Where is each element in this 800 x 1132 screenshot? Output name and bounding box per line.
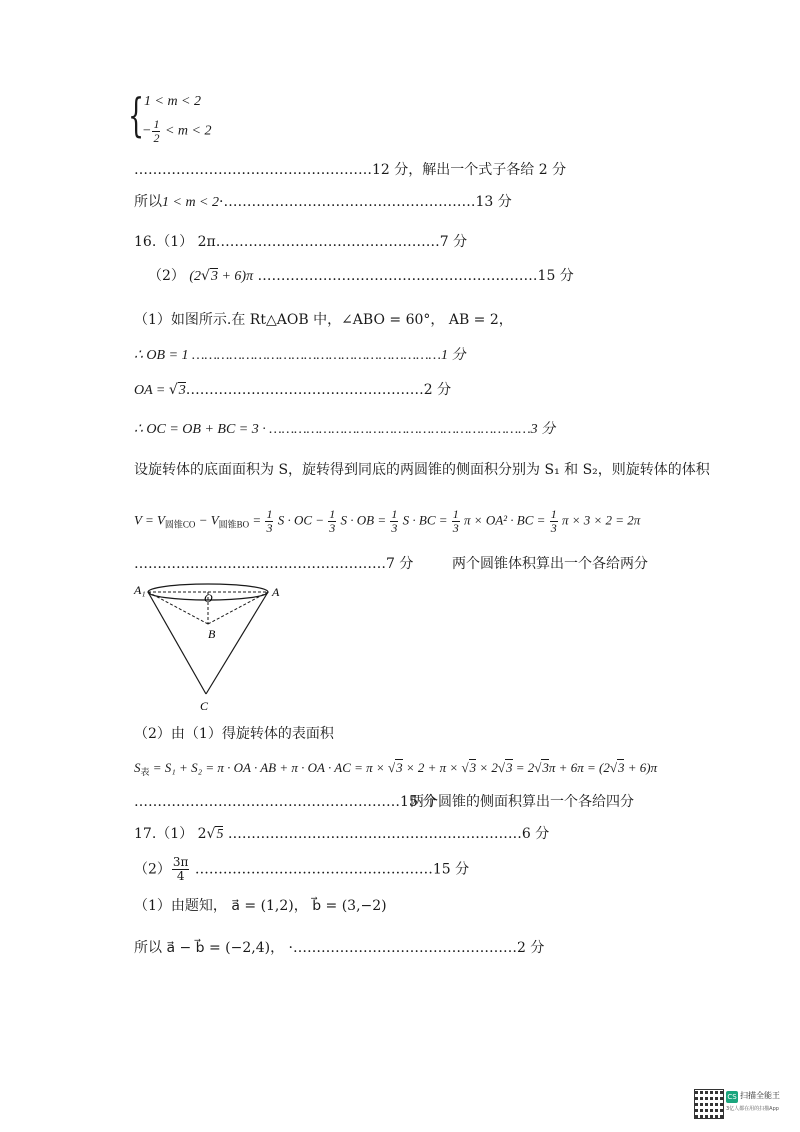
solution-16-2: （2）由（1）得旋转体的表面积 xyxy=(134,726,334,742)
label-a: A xyxy=(272,585,280,599)
inner-edge-right xyxy=(208,592,268,624)
surface-formula: $S_表 = S_1 + S_2 = \pi$ · OA · AB + π · OA · AC = π × √3 × 2 + π × √3 × 2√3 = 2√3π + 6π = (2√3 + 6)π xyxy=(134,760,658,777)
system-brace: { xyxy=(128,88,145,142)
solution-16-1: （1）如图所示.在 Rt△AOB 中，∠ABO = 60°， AB = 2， xyxy=(134,312,513,328)
system-case-1: 1 < m < 2 xyxy=(144,94,202,109)
label-o: O xyxy=(204,591,213,605)
q17-part2-answer: （2） $\frac{3\pi}{4}$ ……………………………………………15 分 xyxy=(134,855,470,883)
solution-17-1: （1）由题知， a⃗ = (1,2)， b⃗ = (3,−2) xyxy=(134,898,387,914)
qr-code-icon xyxy=(694,1089,724,1119)
volume-formula: $V = V_{圆锥CO} - V_{圆锥BO}$ = $\frac{1}{3}$ S · OC − $\frac{1}{3}$ S · OB = $\frac{1}{3}$ S · BC = $\frac{1}{3}$ π × OA² · BC = $\frac{1}{3}$ π × 3 × 2 = 2π xyxy=(134,507,641,535)
fraction-half: $\frac{1}{2}$ xyxy=(153,117,160,145)
label-a1: A₁ xyxy=(134,583,146,597)
solution-oc: ∴ OC = OB + BC = 3 · ………………………………………………………3 分 xyxy=(134,422,556,437)
score-line-7: ………………………………………………7 分 xyxy=(134,556,414,572)
label-b: B xyxy=(208,627,216,641)
label-c: C xyxy=(200,699,209,713)
solution-ob: ∴ OB = 1 ……………………………………………………1 分 xyxy=(134,348,466,363)
watermark-title: 扫描全能王 xyxy=(740,1091,780,1100)
camscanner-icon: CS xyxy=(727,1093,737,1101)
score-line-12: ……………………………………………12 分，解出一个式子各给 2 分 xyxy=(134,162,567,178)
score-line-13: 所以1 < m < 2·………………………………………………13 分 xyxy=(134,194,512,210)
scanner-watermark xyxy=(694,1085,790,1121)
q17-part1-answer: 17.（1） 2√5 ………………………………………………………6 分 xyxy=(134,826,550,842)
solution-17-2: 所以 a⃗ − b⃗ = (−2,4)， ·…………………………………………2 分 xyxy=(134,940,545,956)
q16-part2-answer: （2） (2√3 + 6)π ……………………………………………………15 分 xyxy=(148,268,574,284)
note-15: 两个圆锥的侧面积算出一个各给四分 xyxy=(410,794,634,810)
cone-edge-right xyxy=(206,592,268,694)
system-case-2: − $\frac{1}{2}$ < m < 2 xyxy=(142,117,212,145)
volume-description: 设旋转体的底面面积为 S，旋转得到同底的两圆锥的侧面积分别为 S₁ 和 S₂，则旋转体的体积 xyxy=(134,462,710,478)
score-line-15: …………………………………………………15 分 xyxy=(134,794,437,810)
q16-part1-answer: 16.（1） 2π…………………………………………7 分 xyxy=(134,234,468,250)
cone-figure xyxy=(130,578,280,718)
solution-oa: OA = √3……………………………………………2 分 xyxy=(134,382,452,398)
watermark-subtitle: 3亿人都在用的扫描App xyxy=(726,1106,779,1112)
note-7: 两个圆锥体积算出一个各给两分 xyxy=(452,556,648,572)
